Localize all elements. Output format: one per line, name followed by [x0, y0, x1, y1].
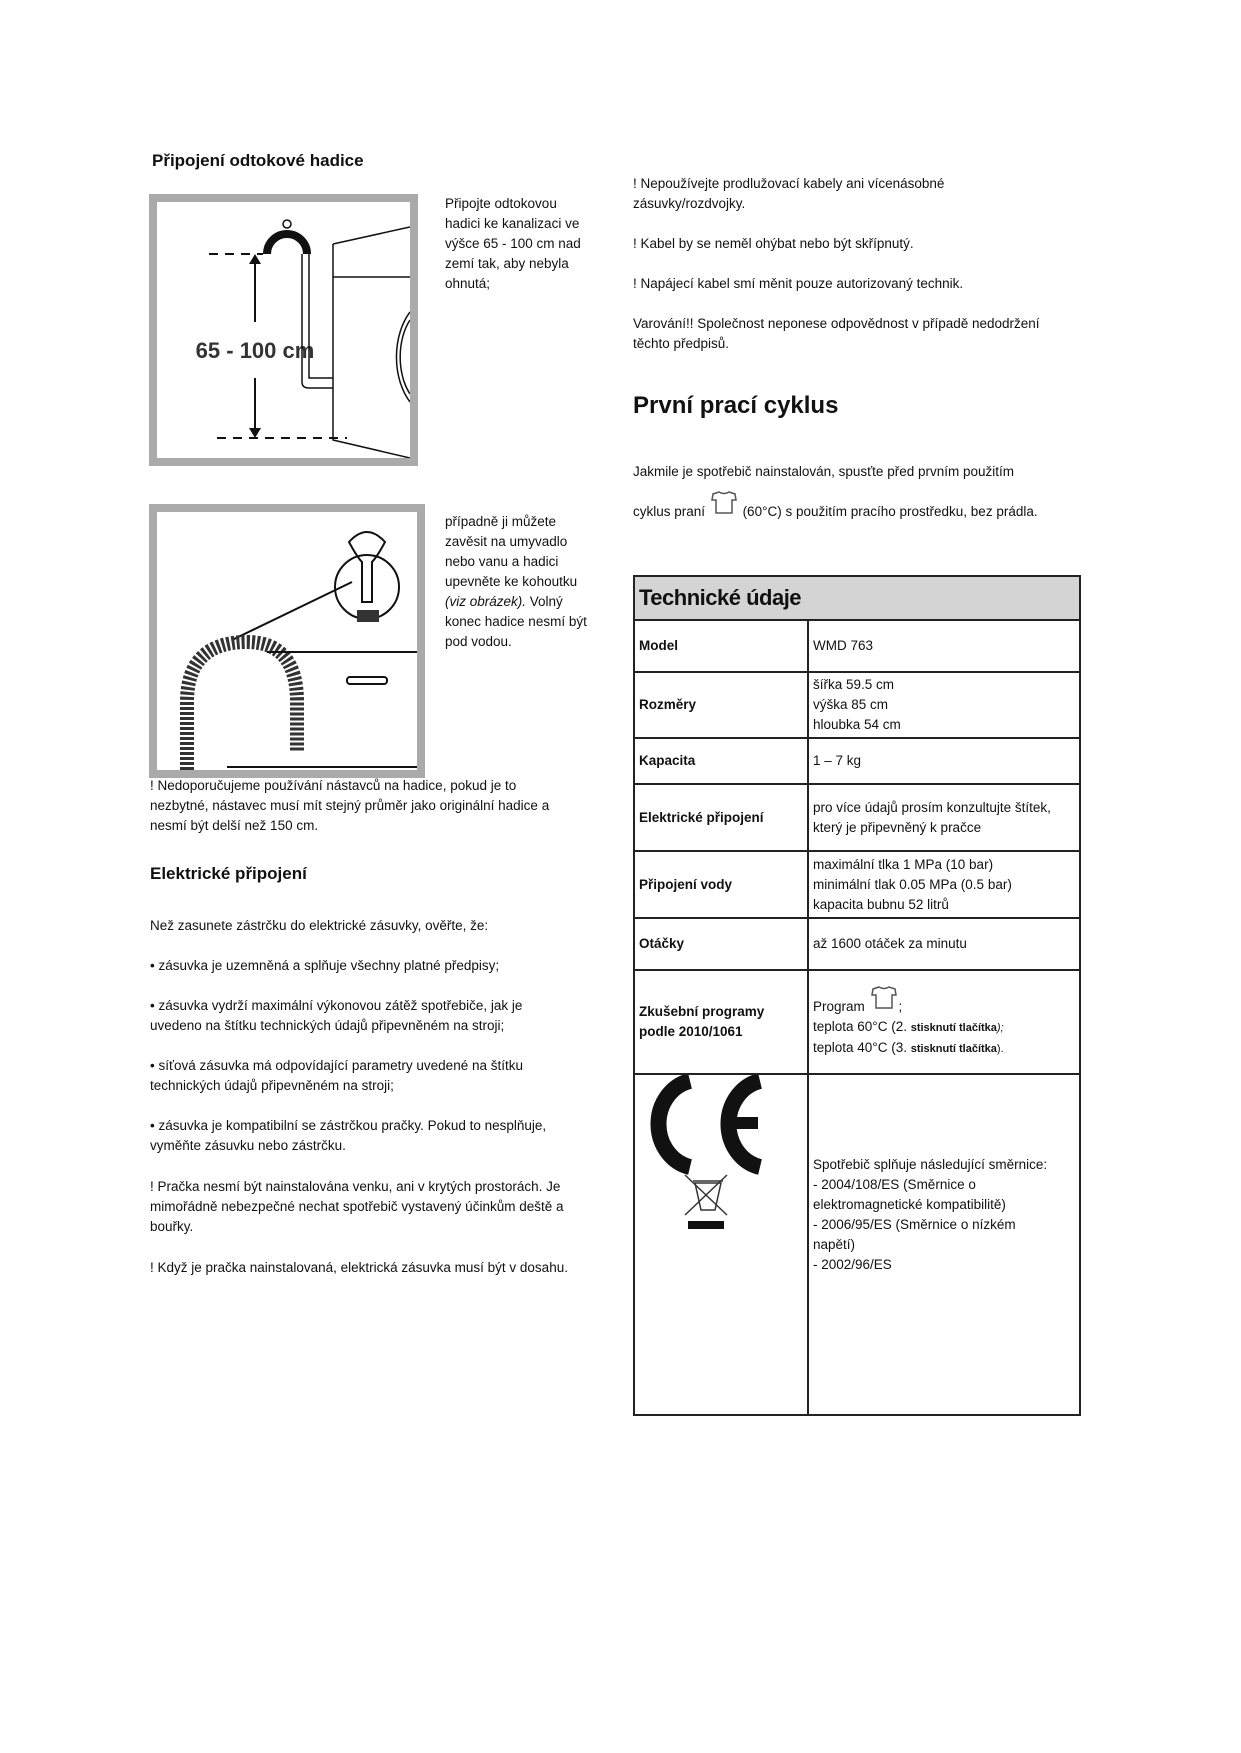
text-fragment: ); — [996, 1022, 1004, 1034]
text-line: který je připevněný k pračce — [813, 819, 982, 835]
text-line: Připojte odtokovou — [445, 196, 557, 211]
row-value — [808, 970, 1080, 1074]
text-fragment: ). — [996, 1043, 1004, 1055]
text-line: pro více údajů prosím konzultujte štítek, — [813, 799, 1051, 815]
table-row — [634, 620, 1080, 672]
text-line: nezbytné, nástavec musí mít stejný průměr jako originální hadice a — [150, 798, 550, 813]
extension-cable-warning — [633, 174, 944, 214]
text-line: kapacita bubnu 52 litrů — [813, 896, 949, 912]
directives-cell — [808, 1074, 1080, 1415]
table-title: Technické údaje — [634, 576, 1080, 620]
electric-heading: Elektrické připojení — [150, 864, 307, 883]
hose-hanging-figure — [149, 504, 425, 778]
row-value — [808, 918, 1080, 970]
text-line: - 2002/96/ES — [813, 1256, 892, 1272]
table-row — [634, 672, 1080, 738]
text-line — [813, 1017, 1075, 1038]
height-label: 65 - 100 cm — [195, 338, 315, 363]
text-line: technických údajů připevněném na stroji; — [150, 1078, 394, 1093]
text-line: ! Nepoužívejte prodlužovací kabely ani vícenásobné — [633, 176, 945, 191]
text-line: - 2006/95/ES (Směrnice o nízkém — [813, 1216, 1016, 1232]
table-row — [634, 918, 1080, 970]
technical-data-table — [633, 575, 1081, 1416]
text-line: Varování!! Společnost neponese odpovědnost v případě nedodržení — [633, 316, 1040, 331]
text-fragment: stisknutí tlačítka — [910, 1022, 997, 1034]
bullet-3 — [150, 1056, 523, 1096]
text-line: • zásuvka vydrží maximální výkonovou zátěž spotřebiče, jak je — [150, 998, 523, 1013]
text-line: - 2004/108/ES (Směrnice o — [813, 1176, 976, 1192]
text-line: výška 85 cm — [813, 697, 889, 712]
text-line: hadici ke kanalizaci ve — [445, 216, 580, 231]
first-cycle-line-2 — [633, 490, 1038, 522]
electric-intro: Než zasunete zástrčku do elektrické zásuvky, ověřte, že: — [150, 918, 489, 933]
text-line: ohnutá; — [445, 276, 491, 291]
text-line: zavěsit na umyvadlo — [445, 534, 568, 549]
text-line: maximální tlka 1 MPa (10 bar) — [813, 856, 994, 872]
bullet-1 — [150, 956, 499, 976]
extension-warning — [150, 776, 549, 836]
text-fragment: ; — [898, 999, 903, 1014]
text-line: šířka 59.5 cm — [813, 677, 895, 692]
text-fragment: cyklus praní — [633, 504, 706, 519]
text-line: ! Nedoporučujeme používání nástavců na hadice, pokud je to — [150, 778, 517, 793]
text-line: mimořádně nebezpečné nechat spotřebič vystavený účinkům deště a — [150, 1199, 564, 1214]
text-line: upevněte ke kohoutku — [445, 574, 578, 589]
text-fragment: Volný — [526, 594, 563, 609]
text-fragment: (60°C) s použitím pracího prostředku, bez prádla. — [742, 504, 1038, 519]
text-line: uvedeno na štítku technických údajů připevněném na stroji; — [150, 1018, 505, 1033]
row-label — [634, 970, 808, 1074]
text-line: bouřky. — [150, 1219, 194, 1234]
drain-height-figure — [149, 194, 418, 466]
text-line: WMD 763 — [813, 638, 874, 653]
row-label: Rozměry — [634, 672, 808, 738]
text-line: napětí) — [813, 1236, 856, 1252]
text-line: pod vodou. — [445, 634, 512, 649]
text-line: podle 2010/1061 — [639, 1024, 743, 1039]
text-line: minimální tlak 0.05 MPa (0.5 bar) — [813, 876, 1012, 892]
row-label: Elektrické připojení — [634, 784, 808, 851]
text-fragment: stisknutí tlačítka — [910, 1043, 997, 1055]
text-line — [813, 985, 1075, 1017]
text-fragment: Program — [813, 999, 865, 1014]
figure-reference: (viz obrázek). — [445, 594, 527, 609]
drain-heading: Připojení odtokové hadice — [152, 151, 364, 170]
weee-crossed-bin-icon — [685, 1175, 727, 1229]
row-value — [808, 738, 1080, 784]
cotton-shirt-icon — [869, 985, 899, 1017]
liability-warning — [633, 314, 1040, 354]
text-line: 1 – 7 kg — [813, 753, 862, 768]
row-value — [808, 784, 1080, 851]
text-line: zemí tak, aby nebyla — [445, 256, 569, 271]
cotton-shirt-icon — [709, 490, 739, 522]
cable-replace-warning: ! Napájecí kabel smí měnit pouze autorizovaný technik. — [633, 276, 964, 291]
text-fragment: teplota 40°C (3. — [813, 1040, 911, 1055]
certification-marks — [634, 1074, 808, 1415]
text-line: nebo vanu a hadici — [445, 554, 559, 569]
socket-reach-warning: ! Když je pračka nainstalovaná, elektrická zásuvka musí být v dosahu. — [150, 1260, 568, 1275]
text-line: těchto předpisů. — [633, 336, 730, 351]
row-label: Připojení vody — [634, 851, 808, 918]
text-line — [813, 1038, 1075, 1059]
text-line: vyměňte zásuvku nebo zástrčku. — [150, 1138, 346, 1153]
row-value — [808, 620, 1080, 672]
row-label: Model — [634, 620, 808, 672]
text-line — [445, 592, 587, 612]
text-line: případně ji můžete — [445, 514, 557, 529]
first-cycle-line-1: Jakmile je spotřebič nainstalován, spusťte před prvním použitím — [633, 464, 1014, 479]
row-label: Kapacita — [634, 738, 808, 784]
bullet-2 — [150, 996, 522, 1036]
text-line: výšce 65 - 100 cm nad — [445, 236, 581, 251]
first-cycle-heading: První prací cyklus — [633, 392, 839, 419]
text-line: ! Pračka nesmí být nainstalována venku, ani v krytých prostorách. Je — [150, 1179, 561, 1194]
row-value — [808, 672, 1080, 738]
table-row — [634, 851, 1080, 918]
row-value — [808, 851, 1080, 918]
row-label: Otáčky — [634, 918, 808, 970]
text-line: nesmí být delší než 150 cm. — [150, 818, 319, 833]
text-line: • zásuvka je kompatibilní se zástrčkou pračky. Pokud to nesplňuje, — [150, 1118, 547, 1133]
text-line: konec hadice nesmí být — [445, 614, 587, 629]
cable-bend-warning: ! Kabel by se neměl ohýbat nebo být skřípnutý. — [633, 236, 914, 251]
ce-mark-icon — [730, 1117, 758, 1129]
text-line: Zkušební programy — [639, 1004, 765, 1019]
text-line: zásuvky/rozdvojky. — [633, 196, 746, 211]
bullet-4 — [150, 1116, 546, 1156]
table-row — [634, 1074, 1080, 1415]
table-row — [634, 970, 1080, 1074]
outdoor-warning — [150, 1177, 563, 1237]
drain-instruction — [445, 194, 581, 294]
text-line: Spotřebič splňuje následující směrnice: — [813, 1156, 1048, 1172]
text-fragment: teplota 60°C (2. — [813, 1019, 911, 1034]
text-line: • zásuvka je uzemněná a splňuje všechny platné předpisy; — [150, 958, 500, 973]
table-row — [634, 784, 1080, 851]
text-line: • síťová zásuvka má odpovídající parametry uvedené na štítku — [150, 1058, 523, 1073]
table-row — [634, 738, 1080, 784]
hose-hanging-instruction — [445, 512, 587, 652]
text-line: hloubka 54 cm — [813, 717, 901, 732]
text-line: elektromagnetické kompatibilitě) — [813, 1196, 1006, 1212]
text-line: až 1600 otáček za minutu — [813, 936, 967, 951]
